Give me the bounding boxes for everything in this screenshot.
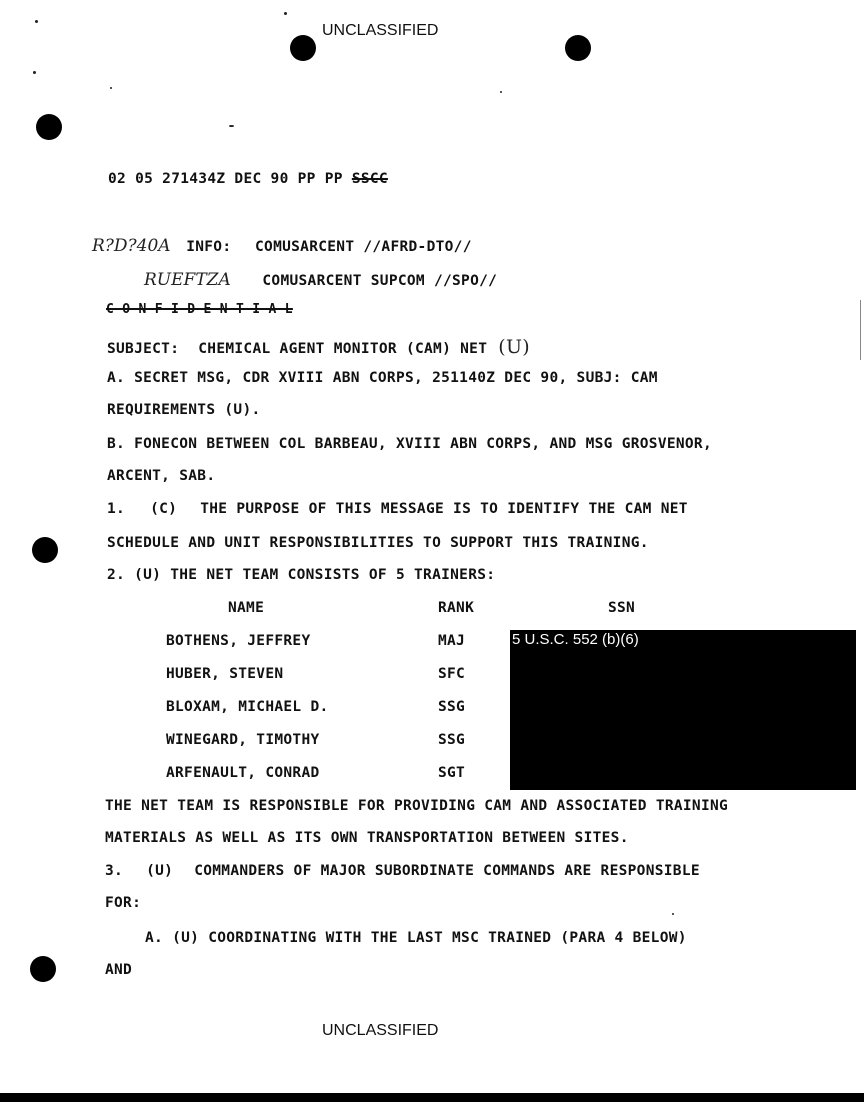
para-1-marking: (C) — [150, 501, 178, 517]
table-header-rank: RANK — [438, 600, 475, 616]
para-3-text: COMMANDERS OF MAJOR SUBORDINATE COMMANDS ARE RESPONSIBLE — [194, 863, 700, 879]
scan-speck — [672, 913, 674, 915]
scan-bottom-edge — [0, 1093, 864, 1102]
page-edge-mark — [860, 300, 861, 360]
routing-addressee: COMUSARCENT SUPCOM //SPO// — [262, 273, 498, 289]
net-team-line-1: THE NET TEAM IS RESPONSIBLE FOR PROVIDING CAM AND ASSOCIATED TRAINING — [105, 798, 729, 814]
para-1-text: THE PURPOSE OF THIS MESSAGE IS TO IDENTIFY THE CAM NET — [200, 501, 688, 517]
routing-line-supcom — [144, 270, 497, 290]
table-row-rank: MAJ — [438, 633, 466, 649]
para-1-number: 1. — [107, 501, 126, 517]
table-row-rank: SGT — [438, 765, 466, 781]
routing-line-info — [92, 236, 472, 256]
table-row-name: BLOXAM, MICHAEL D. — [166, 699, 329, 715]
scan-speck — [500, 91, 502, 93]
handwritten-routing-code: RUEFTZA — [144, 270, 231, 290]
punch-hole — [36, 114, 62, 140]
table-row-rank: SFC — [438, 666, 466, 682]
reference-a-line-2: REQUIREMENTS (U). — [107, 402, 261, 418]
dtg-line — [108, 171, 388, 187]
scan-speck — [229, 125, 234, 127]
subject-text: CHEMICAL AGENT MONITOR (CAM) NET — [198, 341, 488, 357]
net-team-line-2: MATERIALS AS WELL AS ITS OWN TRANSPORTATION BETWEEN SITES. — [105, 830, 629, 846]
punch-hole — [290, 35, 316, 61]
struck-classification: C O N F I D E N T I A L — [106, 302, 293, 317]
scan-speck — [35, 20, 38, 23]
routing-addressee: COMUSARCENT //AFRD-DTO// — [255, 239, 472, 255]
punch-hole — [30, 956, 56, 982]
table-row-name: BOTHENS, JEFFREY — [166, 633, 311, 649]
para-3-marking: (U) — [146, 863, 174, 879]
table-row-rank: SSG — [438, 699, 466, 715]
reference-a-line-1: A. SECRET MSG, CDR XVIII ABN CORPS, 251140Z DEC 90, SUBJ: CAM — [107, 370, 658, 386]
subject-line — [107, 336, 530, 358]
table-row-name: WINEGARD, TIMOTHY — [166, 732, 320, 748]
routing-label: INFO: — [186, 239, 232, 255]
para-3-line-1 — [105, 863, 700, 879]
para-1-line-2: SCHEDULE AND UNIT RESPONSIBILITIES TO SUPPORT THIS TRAINING. — [107, 535, 649, 551]
para-3a-line-2: AND — [105, 962, 133, 978]
table-header-name: NAME — [228, 600, 265, 616]
dtg-struck-text: SSCC — [351, 171, 388, 187]
para-3a-line-1: A. (U) COORDINATING WITH THE LAST MSC TRAINED (PARA 4 BELOW) — [145, 930, 687, 946]
handwritten-routing-code: R?D?40A — [92, 236, 171, 256]
redaction-exemption-label: 5 U.S.C. 552 (b)(6) — [512, 631, 639, 648]
table-row-name: ARFENAULT, CONRAD — [166, 765, 320, 781]
reference-b-line-1: B. FONECON BETWEEN COL BARBEAU, XVIII ABN CORPS, AND MSG GROSVENOR, — [107, 436, 712, 452]
table-row-rank: SSG — [438, 732, 466, 748]
punch-hole — [565, 35, 591, 61]
para-1-line-1 — [107, 501, 688, 517]
para-3-line-2: FOR: — [105, 895, 142, 911]
dtg-text: 02 05 271434Z DEC 90 PP PP — [108, 171, 343, 187]
ssn-redaction-block — [510, 630, 856, 790]
punch-hole — [32, 537, 58, 563]
scan-speck — [110, 87, 112, 89]
subject-marking: (U) — [498, 336, 531, 358]
table-header-ssn: SSN — [608, 600, 636, 616]
reference-b-line-2: ARCENT, SAB. — [107, 468, 216, 484]
scan-speck — [33, 71, 36, 74]
para-3-number: 3. — [105, 863, 124, 879]
table-row-name: HUBER, STEVEN — [166, 666, 284, 682]
classification-top: UNCLASSIFIED — [322, 22, 439, 39]
scan-speck — [284, 12, 287, 15]
classification-bottom: UNCLASSIFIED — [322, 1022, 439, 1039]
para-2-line: 2. (U) THE NET TEAM CONSISTS OF 5 TRAINERS: — [107, 567, 496, 583]
subject-label: SUBJECT: — [107, 341, 180, 357]
